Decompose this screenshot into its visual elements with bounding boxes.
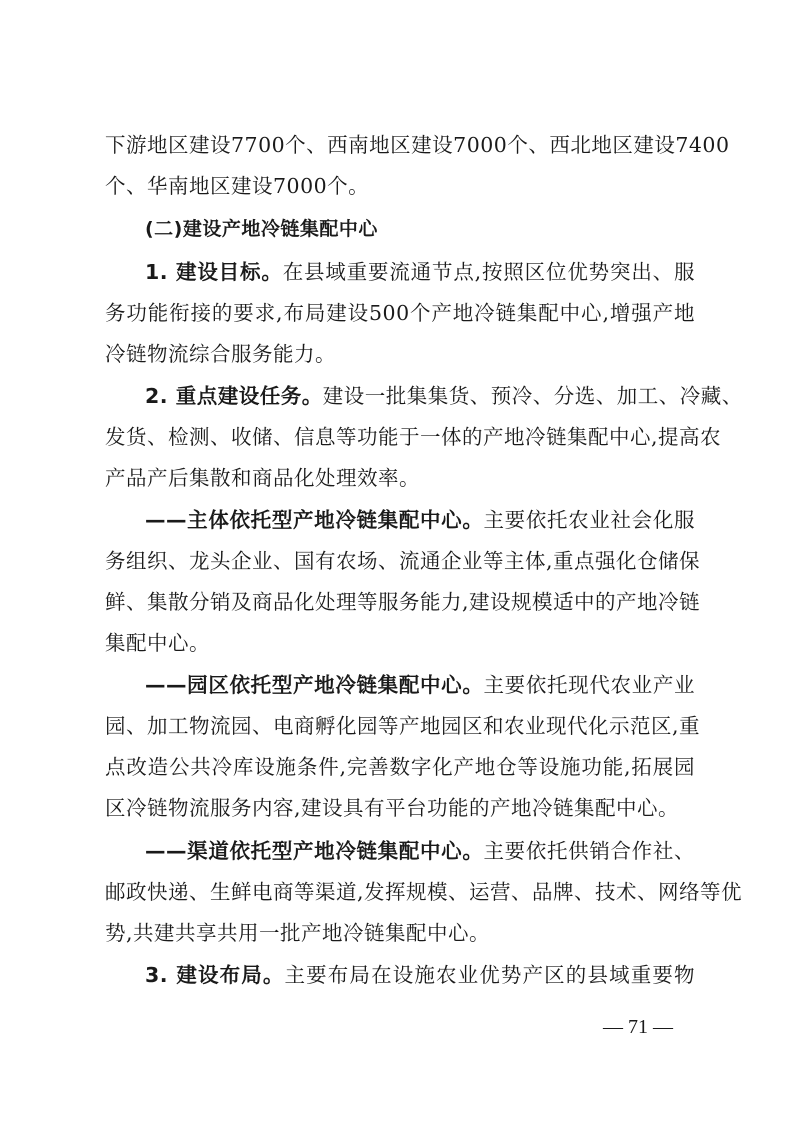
body-text-line: [105, 709, 701, 743]
section-heading-text: (二)建设产地冷链集配中心: [145, 218, 378, 240]
text-line: 冷链物流综合服务能力。: [105, 342, 336, 366]
body-text-line: [145, 503, 695, 537]
section-heading: [145, 212, 695, 246]
body-text-line: [105, 296, 695, 330]
body-text-line: [105, 461, 695, 495]
subsection-title: 3. 建设布局。: [145, 963, 285, 987]
body-text-line: [105, 337, 695, 371]
body-text-line: [105, 791, 695, 825]
body-text-line: [145, 255, 695, 289]
body-text-line: [105, 585, 701, 619]
text-line: 势,共建共享共用一批产地冷链集配中心。: [105, 921, 491, 945]
text-line: 产品产后集散和商品化处理效率。: [105, 466, 420, 490]
text-line: 发货、检测、收储、信息等功能于一体的产地冷链集配中心,提高农: [105, 425, 722, 449]
text-line: 下游地区建设7700个、西南地区建设7000个、西北地区建设7400: [105, 133, 730, 157]
text-line: 主要依托现代农业产业: [483, 673, 695, 697]
text-line: 主要布局在设施农业优势产区的县域重要物: [284, 963, 695, 987]
text-line: 建设一批集集货、预冷、分选、加工、冷藏、: [322, 384, 743, 408]
text-line: 点改造公共冷库设施条件,完善数字化产地仓等设施功能,拓展园: [105, 755, 695, 779]
item-title: ——主体依托型产地冷链集配中心。: [145, 508, 484, 532]
text-line: 集配中心。: [105, 631, 210, 655]
body-text-line: [105, 875, 743, 909]
body-text-line: [145, 834, 695, 868]
text-line: 主要依托供销合作社、: [483, 839, 695, 863]
text-line: 区冷链物流服务内容,建设具有平台功能的产地冷链集配中心。: [105, 796, 680, 820]
text-line: 邮政快递、生鲜电商等渠道,发挥规模、运营、品牌、技术、网络等优: [105, 880, 743, 904]
body-text-line: [145, 379, 743, 413]
item-title: ——渠道依托型产地冷链集配中心。: [145, 839, 484, 863]
subsection-title: 1. 建设目标。: [145, 260, 283, 284]
body-text-line: [105, 169, 695, 203]
text-line: 鲜、集散分销及商品化处理等服务能力,建设规模适中的产地冷链: [105, 590, 701, 614]
item-title: ——园区依托型产地冷链集配中心。: [145, 673, 484, 697]
body-text-line: [105, 750, 695, 784]
body-text-line: [145, 668, 695, 702]
text-line: 主要依托农业社会化服: [483, 508, 695, 532]
subsection-title: 2. 重点建设任务。: [145, 384, 323, 408]
text-line: 园、加工物流园、电商孵化园等产地园区和农业现代化示范区,重: [105, 714, 701, 738]
text-line: 在县域重要流通节点,按照区位优势突出、服: [282, 260, 695, 284]
body-text-line: [105, 626, 695, 660]
page-number: — 71 —: [603, 1016, 673, 1038]
body-text-line: [105, 128, 730, 162]
body-text-line: [145, 958, 695, 992]
body-text-line: [105, 420, 722, 454]
text-line: 务组织、龙头企业、国有农场、流通企业等主体,重点强化仓储保: [105, 549, 701, 573]
text-line: 务功能衔接的要求,布局建设500个产地冷链集配中心,增强产地: [105, 301, 695, 325]
body-text-line: [105, 916, 695, 950]
text-line: 个、华南地区建设7000个。: [105, 174, 370, 198]
body-text-line: [105, 544, 701, 578]
